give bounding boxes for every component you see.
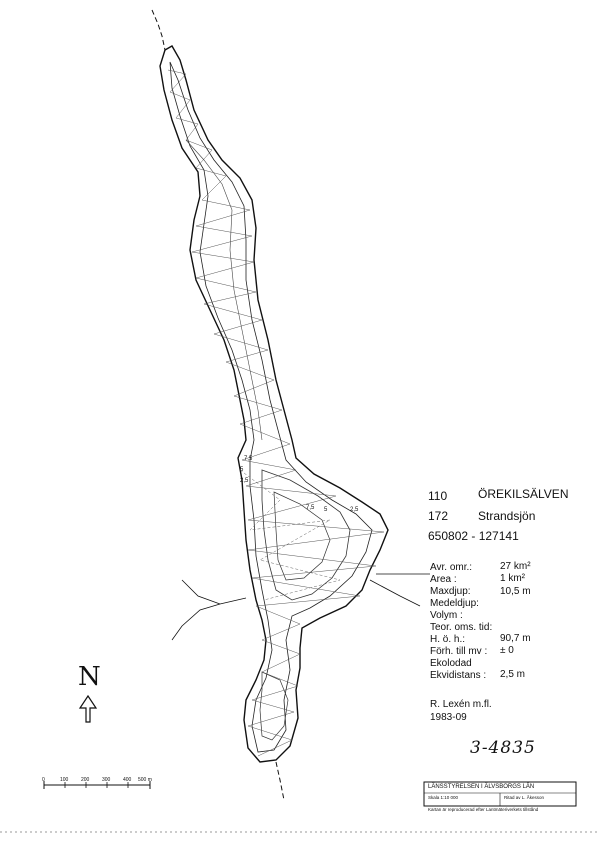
stat-label: Förh. till mv :: [430, 646, 488, 657]
publisher-note: Kartan är reproducerad efter Lantmäteriverkets tillstånd: [428, 807, 539, 812]
stream-south: [276, 762, 284, 800]
stat-label: Area :: [430, 574, 457, 585]
scale-tick-label: 100: [60, 777, 69, 783]
stat-value: ± 0: [500, 645, 514, 656]
stream-north: [152, 10, 165, 50]
lake-name: Strandsjön: [478, 509, 536, 523]
author: R. Lexén m.fl.: [430, 699, 492, 710]
publisher-name: LÄNSSTYRELSEN I ÄLVSBORGS LÄN: [428, 784, 535, 790]
stat-value: 27 km²: [500, 561, 531, 572]
depth-label: 7,5: [306, 505, 315, 511]
scale-tick-label: 0: [42, 777, 45, 783]
stream-west: [172, 598, 246, 640]
north-arrow-icon: [80, 696, 96, 722]
coordinates: 650802 - 127141: [428, 529, 519, 543]
scale-tick-label: 300: [102, 777, 111, 783]
river-number: 110: [428, 489, 448, 503]
survey-date: 1983-09: [430, 712, 467, 723]
depth-contour: [186, 140, 262, 440]
stat-label: Volym :: [430, 610, 463, 621]
scale-tick-label: 200: [81, 777, 90, 783]
sounding-transects: [168, 70, 384, 756]
stat-label: Medeldjup:: [430, 598, 479, 609]
handwritten-code: 3-4835: [470, 738, 536, 758]
stat-label: Ekolodad: [430, 658, 472, 669]
depth-label: 2,5: [240, 478, 249, 484]
stream-east: [370, 580, 420, 606]
stat-label: Teor. oms. tid:: [430, 622, 493, 633]
stat-value: 90,7 m: [500, 633, 531, 644]
depth-label: 5: [240, 467, 244, 473]
stat-label: H. ö. h.:: [430, 634, 466, 645]
stat-value: 2,5 m: [500, 669, 526, 680]
lake-number: 172: [428, 509, 449, 523]
depth-label: 5: [324, 507, 328, 513]
depth-label: 7,5: [244, 456, 253, 462]
publisher-drawn-by: Ritad av L. Åkesson: [504, 795, 545, 800]
north-letter: N: [78, 662, 101, 692]
scale-tick-label: 400: [123, 777, 132, 783]
stat-value: 10,5 m: [500, 586, 531, 597]
stat-label: Avr. omr.:: [430, 562, 473, 573]
publisher-scale: Skala 1:10 000: [428, 795, 459, 800]
stat-label: Ekvidistans :: [430, 670, 487, 681]
stat-value: 1 km²: [500, 573, 525, 584]
stat-label: Maxdjup:: [430, 586, 471, 597]
scale-tick-label: 500 m: [138, 777, 152, 783]
stream-west-branch: [182, 580, 220, 604]
depth-contour: [262, 470, 350, 600]
river-name: ÖREKILSÄLVEN: [478, 487, 569, 501]
depth-label: 2,5: [350, 507, 359, 513]
